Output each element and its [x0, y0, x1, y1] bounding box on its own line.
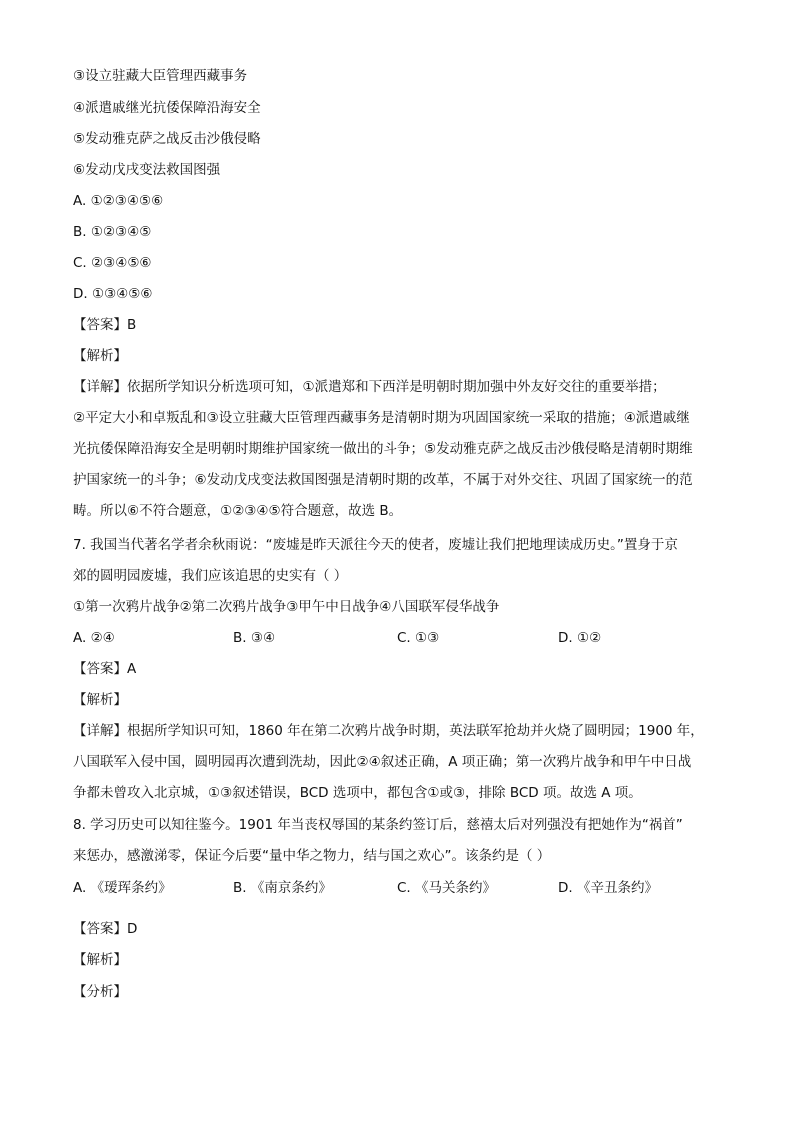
analysis-label: 【解析】 [73, 952, 127, 968]
detail-line: 八国联军入侵中国，圆明园再次遭到洗劫，因此②④叙述正确，A 项正确；第一次鸦片战争和甲午中日战 [73, 754, 692, 770]
answer-label: 【答案】B [73, 317, 137, 333]
answer-label: 【答案】A [73, 661, 137, 677]
item-5: ⑤发动雅克萨之战反击沙俄侵略 [73, 131, 261, 147]
detail-line: 畴。所以⑥不符合题意，①②③④⑤符合题意，故选 B。 [73, 503, 403, 519]
detail-line: 护国家统一的斗争；⑥发动戊戌变法救国图强是清朝时期的改革，不属于对外交往、巩固了国家统一的范 [73, 472, 693, 488]
detail-line: ②平定大小和卓叛乱和③设立驻藏大臣管理西藏事务是清朝时期为巩固国家统一采取的措施；④派遣戚继 [73, 410, 690, 426]
detail-paragraph [73, 372, 723, 527]
item-6: ⑥发动戊戌变法救国图强 [73, 162, 221, 178]
option-b: B. ③④ [233, 630, 276, 646]
option-a: A. 《瑷珲条约》 [73, 880, 172, 896]
option-a: A. ②④ [73, 630, 115, 646]
option-d: D. 《辛丑条约》 [558, 880, 658, 896]
question-8-stem [73, 810, 723, 872]
detail-line: 【详解】根据所学知识可知，1860 年在第二次鸦片战争时期，英法联军抢劫并火烧了圆明园；1900 年， [73, 723, 704, 739]
answer-label: 【答案】D [73, 921, 138, 937]
detail-line: 争都未曾攻入北京城，①③叙述错误，BCD 选项中，都包含①或③，排除 BCD 项。故选 A 项。 [73, 785, 642, 801]
option-c: C. 《马关条约》 [397, 880, 497, 896]
option-d: D. ①② [558, 630, 602, 646]
option-b: B. ①②③④⑤ [73, 224, 152, 240]
option-b: B. 《南京条约》 [233, 880, 332, 896]
option-d: D. ①③④⑤⑥ [73, 286, 153, 302]
detail-line: 光抗倭保障沿海安全是明朝时期维护国家统一做出的斗争；⑤发动雅克萨之战反击沙俄侵略是清朝时期维 [73, 441, 693, 457]
analysis-label: 【解析】 [73, 348, 127, 364]
item-4: ④派遣戚继光抗倭保障沿海安全 [73, 100, 261, 116]
stem-line: 郊的圆明园废墟，我们应该追思的史实有（ ） [73, 568, 348, 584]
detail-line: 【详解】依据所学知识分析选项可知，①派遣郑和下西洋是明朝时期加强中外友好交往的重要举措； [73, 379, 666, 395]
detail-paragraph [73, 716, 723, 809]
analysis-label: 【解析】 [73, 692, 127, 708]
stem-line: 来惩办，感激涕零，保证今后要“量中华之物力，结与国之欢心”。该条约是（ ） [73, 848, 551, 864]
option-c: C. ①③ [397, 630, 440, 646]
stem-line: 7. 我国当代著名学者余秋雨说：“废墟是昨天派往今天的使者，废墟让我们把地理读成历史。”置身于京 [73, 537, 678, 553]
option-a: A. ①②③④⑤⑥ [73, 193, 164, 209]
item-3: ③设立驻藏大臣管理西藏事务 [73, 68, 248, 84]
fenxi-label: 【分析】 [73, 984, 127, 1000]
stem-line: 8. 学习历史可以知往鉴今。1901 年当丧权辱国的某条约签订后，慈禧太后对列强没有把她作为“祸首” [73, 817, 683, 833]
question-7-stem [73, 530, 723, 592]
option-c: C. ②③④⑤⑥ [73, 255, 152, 271]
question-7-items: ①第一次鸦片战争②第二次鸦片战争③甲午中日战争④八国联军侵华战争 [73, 599, 500, 615]
